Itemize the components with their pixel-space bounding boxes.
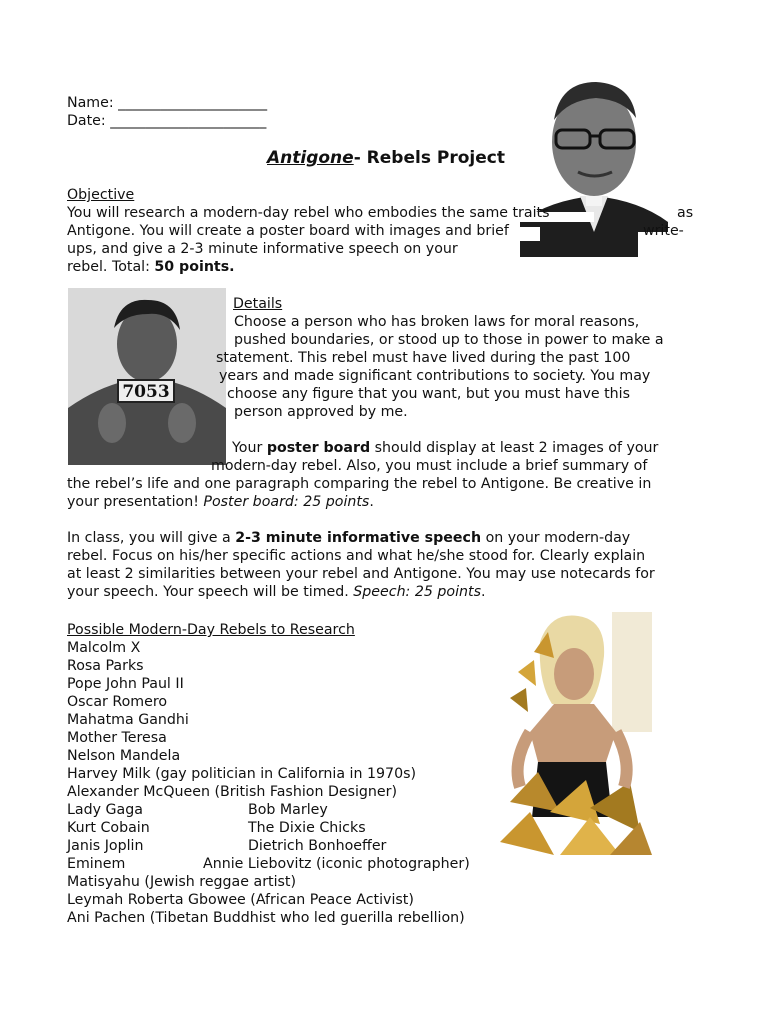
rebel-item: Malcolm X <box>67 640 141 656</box>
objective-line: You will research a modern-day rebel who embodies the same traits <box>67 205 550 221</box>
poster-board-term: poster board <box>266 440 371 456</box>
rebel-item: Lady Gaga <box>67 802 143 818</box>
rebel-item: Nelson Mandela <box>67 748 181 764</box>
rebel-fashion-photo <box>490 612 652 855</box>
date-field <box>67 112 266 130</box>
details-line: modern-day rebel. Also, you must include a brief summary of <box>211 458 648 474</box>
objective-line-tail: write- <box>643 223 684 239</box>
rebel-mugshot-photo <box>68 288 226 465</box>
objective-heading: Objective <box>67 187 135 203</box>
rebel-item: Kurt Cobain <box>67 820 150 836</box>
rebel-item: Annie Liebovitz (iconic photographer) <box>203 856 470 872</box>
rebel-item: Bob Marley <box>248 802 328 818</box>
name-label: Name: <box>67 95 114 111</box>
name-field <box>67 94 267 112</box>
objective-line: ups, and give a 2-3 minute informative speech on your <box>67 241 458 257</box>
date-blank[interactable]: ______________________ <box>110 113 267 129</box>
rebel-item: Alexander McQueen (British Fashion Designer) <box>67 784 398 800</box>
speech-points-line: your speech. Your speech will be timed. Speech: 25 points. <box>67 584 486 600</box>
placard-number: 7053 <box>122 382 170 402</box>
poster-points-line: your presentation! Poster board: 25 points. <box>67 494 374 510</box>
rebel-item: Dietrich Bonhoeffer <box>248 838 387 854</box>
title-italic: Antigone <box>267 148 354 168</box>
rebel-item: Eminem <box>67 856 126 872</box>
poster-board-line: Your poster board should display at least 2 images of your <box>232 440 659 456</box>
objective-total: rebel. Total: 50 points. <box>67 259 235 275</box>
rebel-item: Matisyahu (Jewish reggae artist) <box>67 874 297 890</box>
speech-term: 2-3 minute informative speech <box>235 530 482 546</box>
details-line: choose any figure that you want, but you must have this <box>227 386 630 402</box>
rebel-item: Harvey Milk (gay politician in California in 1970s) <box>67 766 417 782</box>
rebel-item: Pope John Paul II <box>67 676 184 692</box>
details-line: Choose a person who has broken laws for moral reasons, <box>234 314 640 330</box>
page-title <box>267 148 505 168</box>
details-line: pushed boundaries, or stood up to those in power to make a <box>234 332 664 348</box>
rebel-item: Oscar Romero <box>67 694 168 710</box>
details-line: person approved by me. <box>234 404 408 420</box>
speech-line: rebel. Focus on his/her specific actions and what he/she stood for. Clearly explain <box>67 548 646 564</box>
name-blank[interactable]: _____________________ <box>118 95 268 111</box>
details-line: years and made significant contributions to society. You may <box>219 368 651 384</box>
rebel-item: Rosa Parks <box>67 658 144 674</box>
speech-line: In class, you will give a 2-3 minute informative speech on your modern-day <box>67 530 631 546</box>
poster-points: Poster board: 25 points <box>203 494 370 510</box>
details-heading: Details <box>233 296 283 312</box>
rebel-item: Janis Joplin <box>67 838 144 854</box>
title-rest: - Rebels Project <box>353 148 505 168</box>
details-line: the rebel’s life and one paragraph comparing the rebel to Antigone. Be creative in <box>67 476 652 492</box>
date-label: Date: <box>67 113 106 129</box>
rebel-item: Mahatma Gandhi <box>67 712 189 728</box>
speech-points: Speech: 25 points <box>353 584 481 600</box>
rebel-item: Leymah Roberta Gbowee (African Peace Activist) <box>67 892 414 908</box>
objective-line-tail: as <box>677 205 694 221</box>
rebel-item: Mother Teresa <box>67 730 167 746</box>
rebel-item: Ani Pachen (Tibetan Buddhist who led guerilla rebellion) <box>67 910 465 926</box>
total-points: 50 points. <box>154 259 235 275</box>
speech-line: at least 2 similarities between your rebel and Antigone. You may use notecards for <box>67 566 655 582</box>
objective-line: Antigone. You will create a poster board with images and brief <box>67 223 509 239</box>
rebel-item: The Dixie Chicks <box>248 820 366 836</box>
details-line: statement. This rebel must have lived during the past 100 <box>216 350 631 366</box>
rebels-heading: Possible Modern-Day Rebels to Research <box>67 622 355 638</box>
